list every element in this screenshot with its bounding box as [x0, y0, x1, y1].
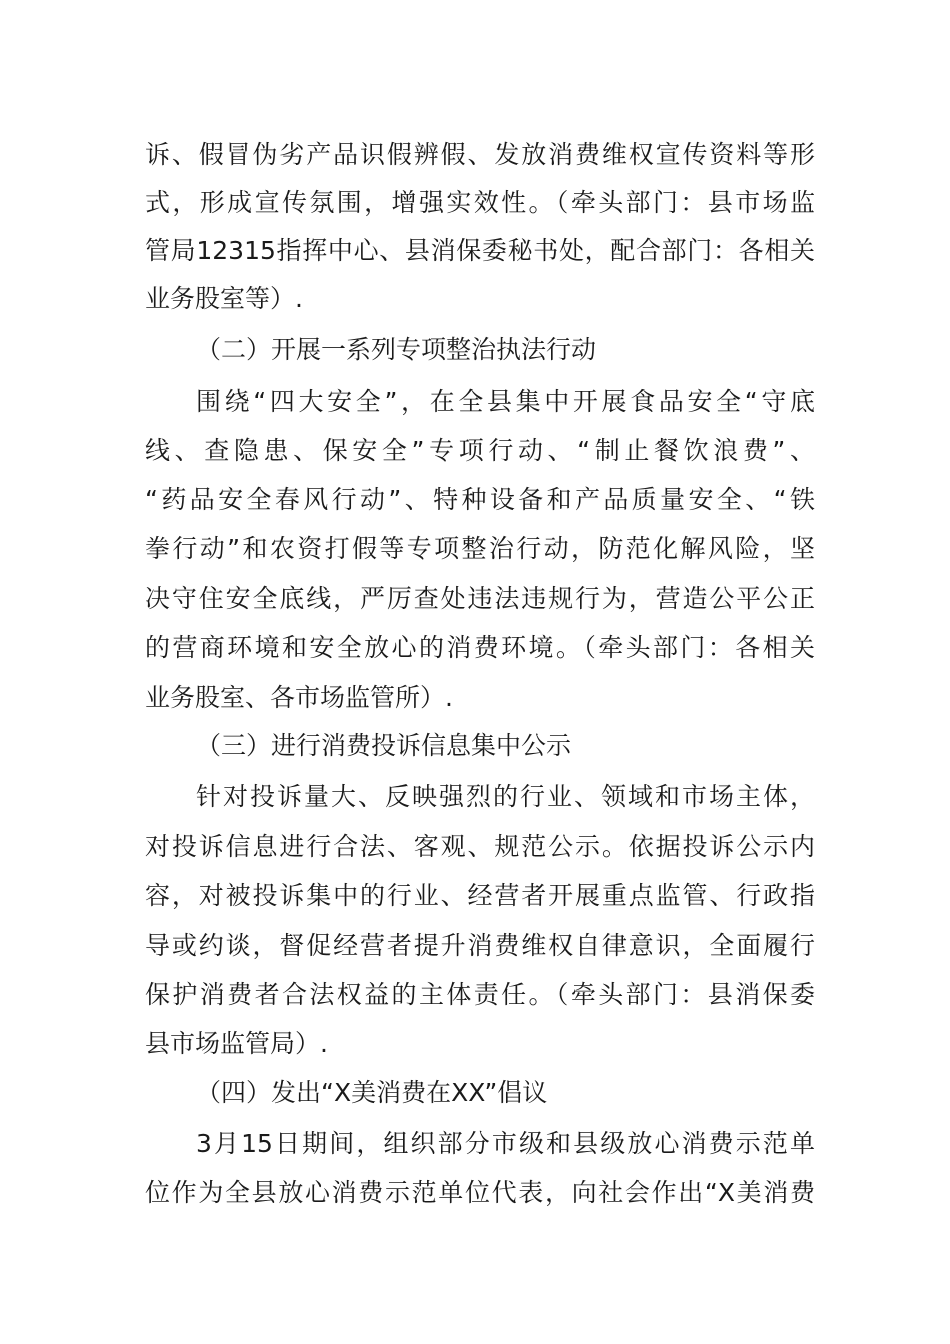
section-heading: （四）发出“X美消费在XX”倡议	[196, 1078, 548, 1107]
text-line: 式，形成宣传氛围，增强实效性。（牵头部门：县市场监	[145, 188, 815, 217]
text-line: 管局12315指挥中心、县消保委秘书处，配合部门：各相关	[145, 236, 815, 265]
text-line: “药品安全春风行动”、特种设备和产品质量安全、“铁	[145, 485, 815, 514]
text-line: 拳行动”和农资打假等专项整治行动，防范化解风险，坚	[145, 534, 815, 563]
text-line: 诉、假冒伪劣产品识假辨假、发放消费维权宣传资料等形	[145, 140, 815, 169]
text-line: 业务股室等）.	[145, 284, 303, 313]
text-line: 对投诉信息进行合法、客观、规范公示。依据投诉公示内	[145, 832, 815, 861]
text-line: 线、查隐患、保安全”专项行动、“制止餐饮浪费”、	[145, 436, 815, 465]
text-line: 容，对被投诉集中的行业、经营者开展重点监管、行政指	[145, 881, 815, 910]
paragraph-first-line: 3月15日期间，组织部分市级和县级放心消费示范单	[196, 1129, 815, 1158]
text-line: 保护消费者合法权益的主体责任。（牵头部门：县消保委	[145, 980, 815, 1009]
text-line: 县市场监管局）.	[145, 1029, 328, 1058]
text-line: 业务股室、各市场监管所）.	[145, 683, 453, 712]
text-line: 决守住安全底线，严厉查处违法违规行为，营造公平公正	[145, 584, 815, 613]
paragraph-first-line: 针对投诉量大、反映强烈的行业、领域和市场主体，	[196, 782, 815, 811]
text-line: 位作为全县放心消费示范单位代表，向社会作出“X美消费	[145, 1178, 815, 1207]
section-heading: （三）进行消费投诉信息集中公示	[196, 731, 572, 760]
paragraph-first-line: 围绕“四大安全”，在全县集中开展食品安全“守底	[196, 387, 815, 416]
text-line: 的营商环境和安全放心的消费环境。（牵头部门：各相关	[145, 633, 815, 662]
section-heading: （二）开展一系列专项整治执法行动	[196, 335, 597, 364]
text-line: 导或约谈，督促经营者提升消费维权自律意识，全面履行	[145, 931, 815, 960]
